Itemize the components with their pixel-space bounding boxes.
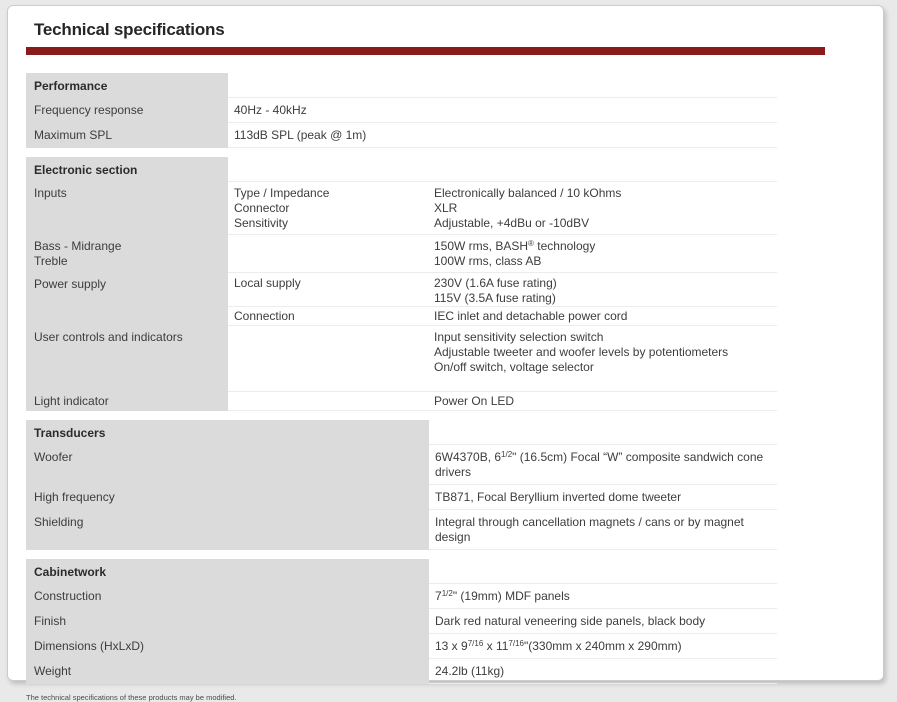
section-header-row bbox=[26, 157, 777, 182]
section-performance bbox=[26, 73, 777, 148]
spec-value: 13 x $9^{7/16}$ x $11^{7/16}"(330mm$ x 240mm x 290mm) bbox=[435, 639, 682, 653]
spec-sections bbox=[26, 73, 865, 684]
spec-value: Electronically balanced / 10 kOhms bbox=[434, 186, 622, 200]
section-electronic bbox=[26, 157, 777, 411]
spec-value: On/off switch, voltage selector bbox=[434, 360, 594, 374]
power-supply-local-subrow bbox=[228, 273, 777, 307]
spec-value: 230V (1.6A fuse rating) bbox=[434, 276, 557, 290]
spec-value: 150W rms, BASH® technology bbox=[434, 239, 596, 253]
spacer bbox=[228, 326, 428, 391]
spec-sheet-page bbox=[7, 5, 884, 702]
spec-label: Dimensions (HxLxD) bbox=[34, 639, 145, 653]
spec-sublabel: Local supply bbox=[234, 276, 301, 290]
section-header-row bbox=[26, 559, 777, 584]
spec-label: Light indicator bbox=[34, 394, 109, 408]
spec-row-light-indicator bbox=[26, 392, 777, 411]
spec-values bbox=[428, 235, 777, 272]
section-title: Cabinetwork bbox=[34, 565, 107, 579]
section-title: Transducers bbox=[34, 426, 106, 440]
spec-row-high-frequency bbox=[26, 485, 777, 510]
spec-value: Adjustable, +4dBu or -10dBV bbox=[434, 216, 590, 230]
spacer bbox=[428, 98, 777, 122]
spec-label: Maximum SPL bbox=[34, 128, 113, 142]
section-header-row bbox=[26, 73, 777, 98]
spec-sublabel: Connection bbox=[234, 309, 295, 323]
spacer bbox=[228, 392, 428, 410]
spec-value: 100W rms, class AB bbox=[434, 254, 542, 268]
spacer bbox=[228, 235, 428, 272]
accent-bar bbox=[26, 47, 825, 55]
spec-value: Adjustable tweeter and woofer levels by potentiometers bbox=[434, 345, 729, 359]
header-rule bbox=[429, 559, 777, 584]
spec-row-inputs bbox=[26, 182, 777, 235]
section-cabinetwork bbox=[26, 559, 777, 684]
spec-row-shielding bbox=[26, 510, 777, 550]
spec-label: High frequency bbox=[34, 490, 115, 504]
spacer bbox=[428, 123, 777, 147]
spec-sublabel: Sensitivity bbox=[234, 216, 289, 230]
spec-label: Construction bbox=[34, 589, 102, 603]
spec-row-user-controls bbox=[26, 326, 777, 392]
spec-value: Input sensitivity selection switch bbox=[434, 330, 604, 344]
power-supply-connection-subrow bbox=[228, 307, 777, 326]
spec-value: IEC inlet and detachable power cord bbox=[434, 309, 628, 323]
section-title: Electronic section bbox=[34, 163, 138, 177]
spec-values bbox=[428, 326, 777, 391]
spec-row-power-supply bbox=[26, 273, 777, 326]
spec-values bbox=[428, 273, 777, 306]
spec-value: 6W4370B, $6^{1/2}$" (16.5cm) Focal “W” composite sandwich cone drivers bbox=[435, 450, 764, 479]
spec-label: Power supply bbox=[34, 277, 107, 291]
header-rule bbox=[228, 157, 777, 182]
section-transducers bbox=[26, 420, 777, 550]
spec-label bbox=[26, 235, 228, 273]
spec-row-woofer bbox=[26, 445, 777, 485]
spec-row-dimensions bbox=[26, 634, 777, 659]
spec-values bbox=[428, 182, 777, 234]
spec-sublabels bbox=[228, 182, 428, 234]
spec-label-line: Treble bbox=[34, 254, 68, 268]
spec-row-weight bbox=[26, 659, 777, 684]
spec-label: Frequency response bbox=[34, 103, 144, 117]
spec-label-line: Bass - Midrange bbox=[34, 239, 122, 253]
header-rule bbox=[228, 73, 777, 98]
spec-value: 24.2lb (11kg) bbox=[435, 664, 505, 678]
spec-label: Inputs bbox=[34, 186, 67, 200]
spec-value: 115V (3.5A fuse rating) bbox=[434, 291, 556, 305]
spec-row-amplifiers bbox=[26, 235, 777, 273]
spec-row-finish bbox=[26, 609, 777, 634]
spec-sublabel: Type / Impedance bbox=[234, 186, 330, 200]
spec-value: TB871, Focal Beryllium inverted dome tweeter bbox=[435, 490, 682, 504]
spec-label: Woofer bbox=[34, 450, 73, 464]
spec-value: $7^{1/2}$" (19mm) MDF panels bbox=[435, 589, 570, 603]
spec-label: Weight bbox=[34, 664, 72, 678]
spec-label: Finish bbox=[34, 614, 67, 628]
section-title: Performance bbox=[34, 79, 108, 93]
spec-sublabel: Connector bbox=[234, 201, 290, 215]
spec-value: Integral through cancellation magnets / cans or by magnet design bbox=[435, 515, 744, 544]
spec-value: 40Hz - 40kHz bbox=[234, 103, 307, 117]
spec-value: 113dB SPL (peak @ 1m) bbox=[234, 128, 367, 142]
header-rule bbox=[429, 420, 777, 445]
spec-label: User controls and indicators bbox=[34, 330, 183, 344]
section-header-row bbox=[26, 420, 777, 445]
spec-value: Dark red natural veneering side panels, black body bbox=[435, 614, 706, 628]
spec-label: Shielding bbox=[34, 515, 84, 529]
page-title: Technical specifications bbox=[34, 20, 225, 39]
spec-value: XLR bbox=[434, 201, 458, 215]
spec-row-frequency-response bbox=[26, 98, 777, 123]
footnote: The technical specifications of these products may be modified. bbox=[26, 693, 237, 702]
spec-row-maximum-spl bbox=[26, 123, 777, 148]
spec-value: Power On LED bbox=[434, 394, 515, 408]
spec-row-construction bbox=[26, 584, 777, 609]
